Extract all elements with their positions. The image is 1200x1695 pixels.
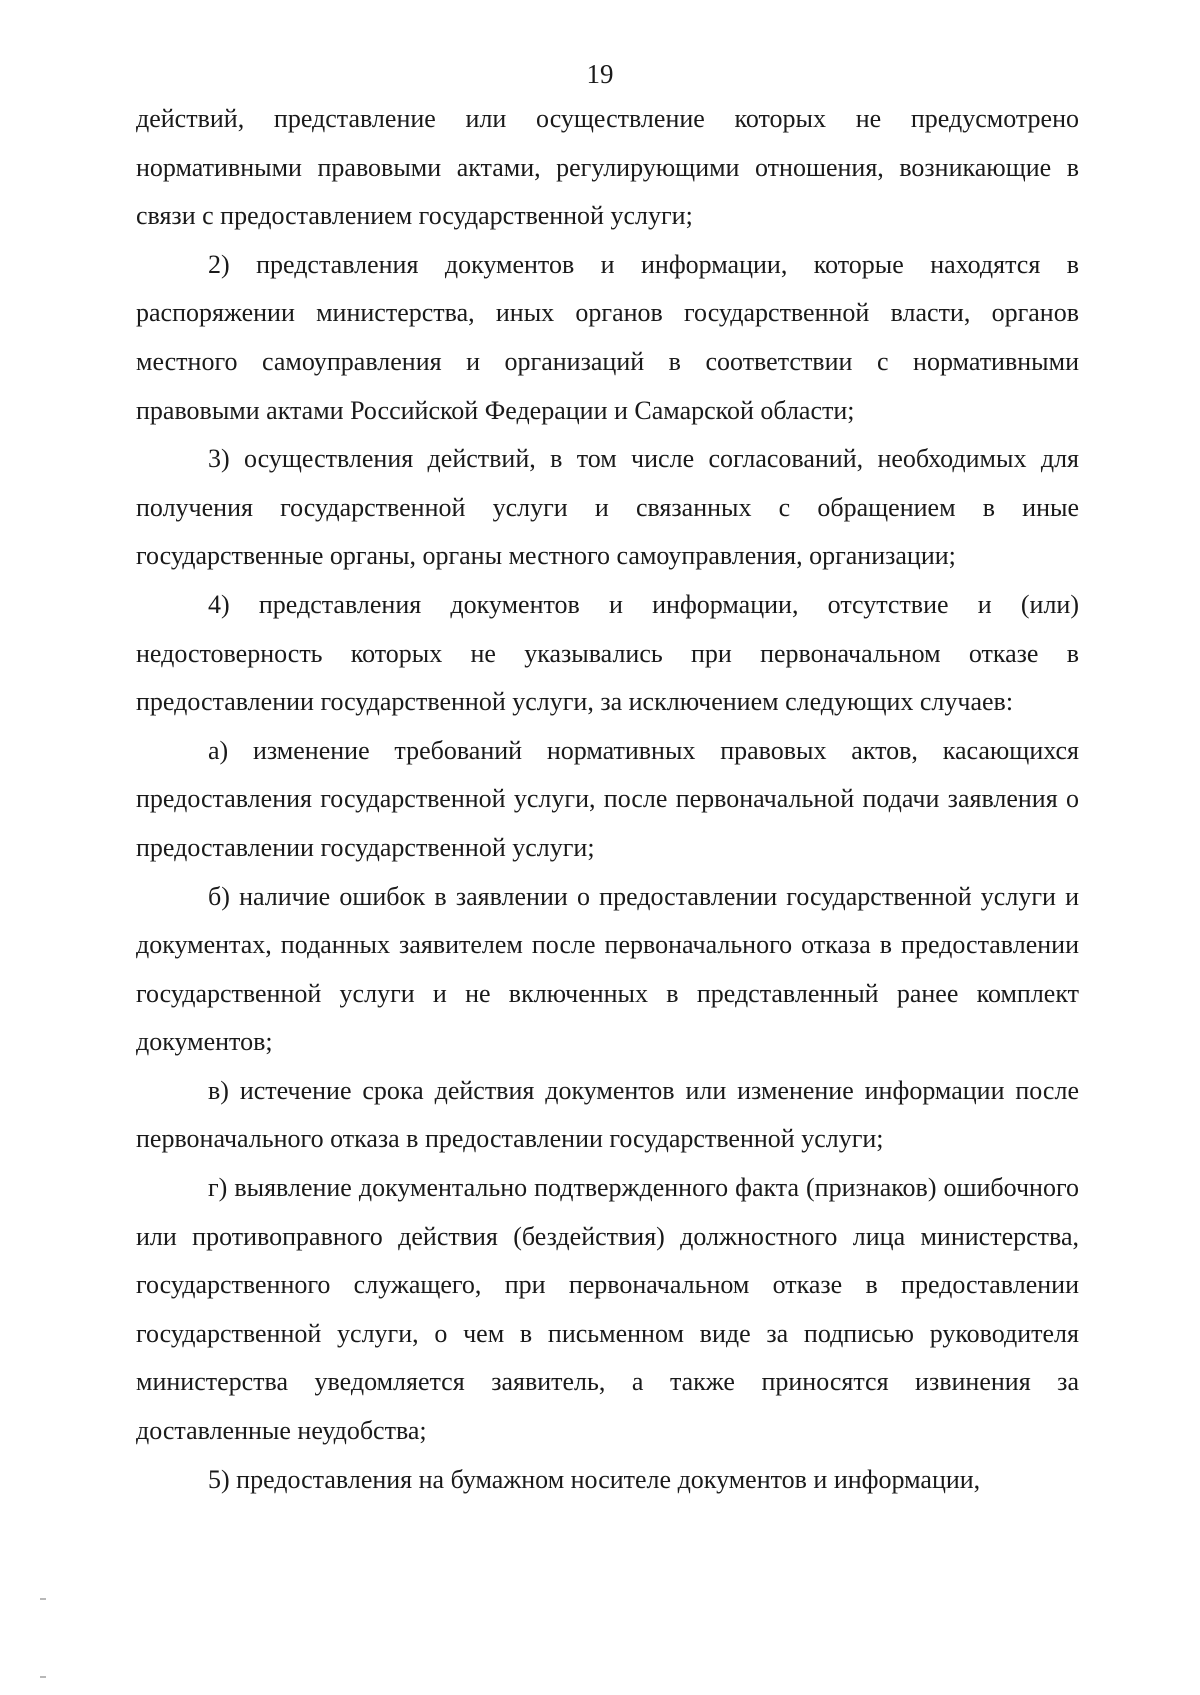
- document-body: [136, 95, 1079, 1504]
- paragraph-subitem-g: г) выявление документально подтвержденного факта (признаков) ошибочного или противоправного действия (бездействия) должностного лица министерства, государственного служащего, при первоначальном отказе в предоставлении государственной услуги, о чем в письменном виде за подписью руководителя министерства уведомляется заявитель, а также приносятся извинения за доставленные неудобства;: [136, 1173, 1079, 1446]
- scan-artifact-mark: [40, 1598, 46, 1600]
- paragraph-continuation: действий, представление или осуществление которых не предусмотрено нормативными правовыми актами, регулирующими отношения, возникающие в связи с предоставлением государственной услуги;: [136, 104, 1079, 231]
- paragraph-subitem-v: в) истечение срока действия документов или изменение информации после первоначального отказа в предоставлении государственной услуги;: [136, 1075, 1079, 1154]
- paragraph-item-2: 2) представления документов и информации, которые находятся в распоряжении министерства, иных органов государственной власти, органов местного самоуправления и организаций в соответствии с нормативными правовыми актами Российской Федерации и Самарской области;: [136, 249, 1079, 425]
- page-number: 19: [586, 59, 614, 89]
- paragraph-item-5: 5) предоставления на бумажном носителе документов и информации,: [208, 1464, 981, 1494]
- paragraph-item-4: 4) представления документов и информации, отсутствие и (или) недостоверность которых не указывались при первоначальном отказе в предоставлении государственной услуги, за исключением следующих случаев:: [136, 589, 1079, 717]
- paragraph-subitem-b: б) наличие ошибок в заявлении о предоставлении государственной услуги и документах, поданных заявителем после первоначального отказа в предоставлении государственной услуги и не включенных в представленный ранее комплект документов;: [136, 881, 1079, 1057]
- paragraph-item-3: 3) осуществления действий, в том числе согласований, необходимых для получения государственной услуги и связанных с обращением в иные государственные органы, органы местного самоуправления, организации;: [136, 444, 1079, 571]
- scan-artifact-mark: [40, 1676, 46, 1678]
- paragraph-subitem-a: а) изменение требований нормативных правовых актов, касающихся предоставления государственной услуги, после первоначальной подачи заявления о предоставлении государственной услуги;: [136, 735, 1079, 862]
